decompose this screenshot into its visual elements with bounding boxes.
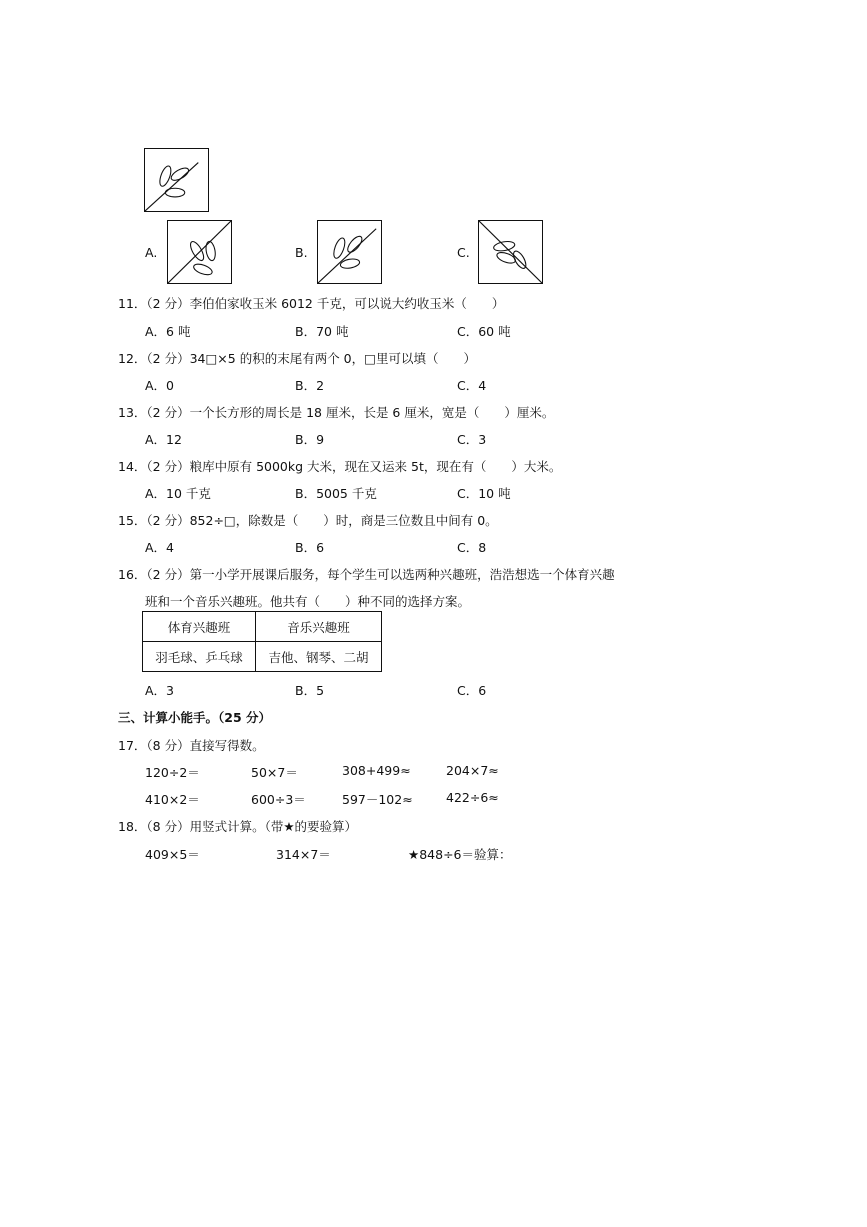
calc-item: 410×2＝ (145, 792, 200, 807)
interest-class-table (142, 611, 382, 672)
question-stem (118, 511, 498, 529)
question-stem (118, 403, 554, 421)
question-points: （2 分） (146, 405, 190, 420)
question-points: （2 分） (146, 513, 190, 528)
calc-item: 308+499≈ (342, 763, 411, 778)
question-stem (118, 457, 561, 475)
option-b[interactable]: B．5005 千克 (295, 486, 377, 501)
question-points: （2 分） (146, 296, 190, 311)
question-points: （8 分） (146, 819, 190, 834)
option-a[interactable]: A．0 (145, 378, 175, 393)
question-number: 17． (118, 738, 147, 753)
table-header-sports: 体育兴趣班 (143, 612, 256, 642)
section-title: 三、计算小能手。（25 分） (118, 710, 271, 725)
question-text: 直接写得数。 (189, 738, 265, 753)
question-text: 粮库中原有 5000kg 大米，现在又运来 5t，现在有（ ）大米。 (189, 459, 562, 474)
option-a-label: A. (145, 245, 158, 260)
leaf-rotated-b-icon (318, 221, 381, 283)
leaf-rotated-c-icon (479, 221, 542, 283)
question-number: 15． (118, 513, 147, 528)
option-a[interactable]: A．10 千克 (145, 486, 211, 501)
question-stem (118, 736, 265, 754)
calc-item: 597－102≈ (342, 792, 413, 807)
calc-item: 600÷3＝ (251, 792, 306, 807)
question-number: 14． (118, 459, 147, 474)
question-number: 12． (118, 351, 147, 366)
option-b[interactable]: B．2 (295, 378, 325, 393)
table-cell-sports: 羽毛球、乒乓球 (143, 642, 256, 672)
question-text: 34□×5 的积的末尾有两个 0，□里可以填（ ） (189, 351, 476, 366)
vertical-calc-item: 314×7＝ (276, 847, 331, 862)
option-b-label: B. (295, 245, 308, 260)
table-header-music: 音乐兴趣班 (256, 612, 382, 642)
option-b[interactable]: B．5 (295, 683, 325, 698)
leaf-diagonal-icon (145, 149, 208, 211)
reference-figure (144, 148, 209, 212)
question-number: 13． (118, 405, 147, 420)
option-b[interactable]: B．9 (295, 432, 325, 447)
option-a[interactable]: A．3 (145, 683, 175, 698)
option-c[interactable]: C．3 (457, 432, 487, 447)
table-cell-music: 吉他、钢琴、二胡 (256, 642, 382, 672)
option-b[interactable]: B．6 (295, 540, 325, 555)
option-c[interactable]: C．8 (457, 540, 487, 555)
question-text-line1: 第一小学开展课后服务，每个学生可以选两种兴趣班，浩浩想选一个体育兴趣 (189, 567, 615, 582)
question-points: （2 分） (146, 567, 190, 582)
option-a-figure[interactable] (167, 220, 232, 284)
question-stem (118, 294, 504, 312)
question-text: 852÷□，除数是（ ）时，商是三位数且中间有 0。 (189, 513, 498, 528)
question-stem (118, 565, 615, 583)
question-points: （2 分） (146, 459, 190, 474)
option-c[interactable]: C．6 (457, 683, 487, 698)
option-b[interactable]: B．70 吨 (295, 324, 349, 339)
question-text: 用竖式计算。（带★的要验算） (189, 819, 358, 834)
question-number: 18． (118, 819, 147, 834)
question-number: 11． (118, 296, 147, 311)
option-c-label: C. (457, 245, 470, 260)
calc-item: 50×7＝ (251, 765, 298, 780)
option-a[interactable]: A．6 吨 (145, 324, 191, 339)
option-c[interactable]: C．10 吨 (457, 486, 511, 501)
option-c[interactable]: C．4 (457, 378, 487, 393)
leaf-rotated-a-icon (168, 221, 231, 283)
option-a[interactable]: A．12 (145, 432, 182, 447)
question-text-line2: 班和一个音乐兴趣班。他共有（ ）种不同的选择方案。 (145, 594, 471, 609)
question-stem (118, 349, 476, 367)
question-text: 一个长方形的周长是 18 厘米，长是 6 厘米，宽是（ ）厘米。 (189, 405, 555, 420)
calc-item: 422÷6≈ (446, 790, 499, 805)
question-points: （8 分） (146, 738, 190, 753)
calc-item: 120÷2＝ (145, 765, 200, 780)
question-stem (118, 817, 357, 835)
option-c[interactable]: C．60 吨 (457, 324, 511, 339)
calc-item: 204×7≈ (446, 763, 499, 778)
option-c-figure[interactable] (478, 220, 543, 284)
question-points: （2 分） (146, 351, 190, 366)
question-text: 李伯伯家收玉米 6012 千克，可以说大约收玉米（ ） (189, 296, 505, 311)
question-number: 16． (118, 567, 147, 582)
option-b-figure[interactable] (317, 220, 382, 284)
option-a[interactable]: A．4 (145, 540, 175, 555)
vertical-calc-item: 409×5＝ (145, 847, 200, 862)
vertical-calc-item: ★848÷6＝验算： (408, 847, 512, 862)
